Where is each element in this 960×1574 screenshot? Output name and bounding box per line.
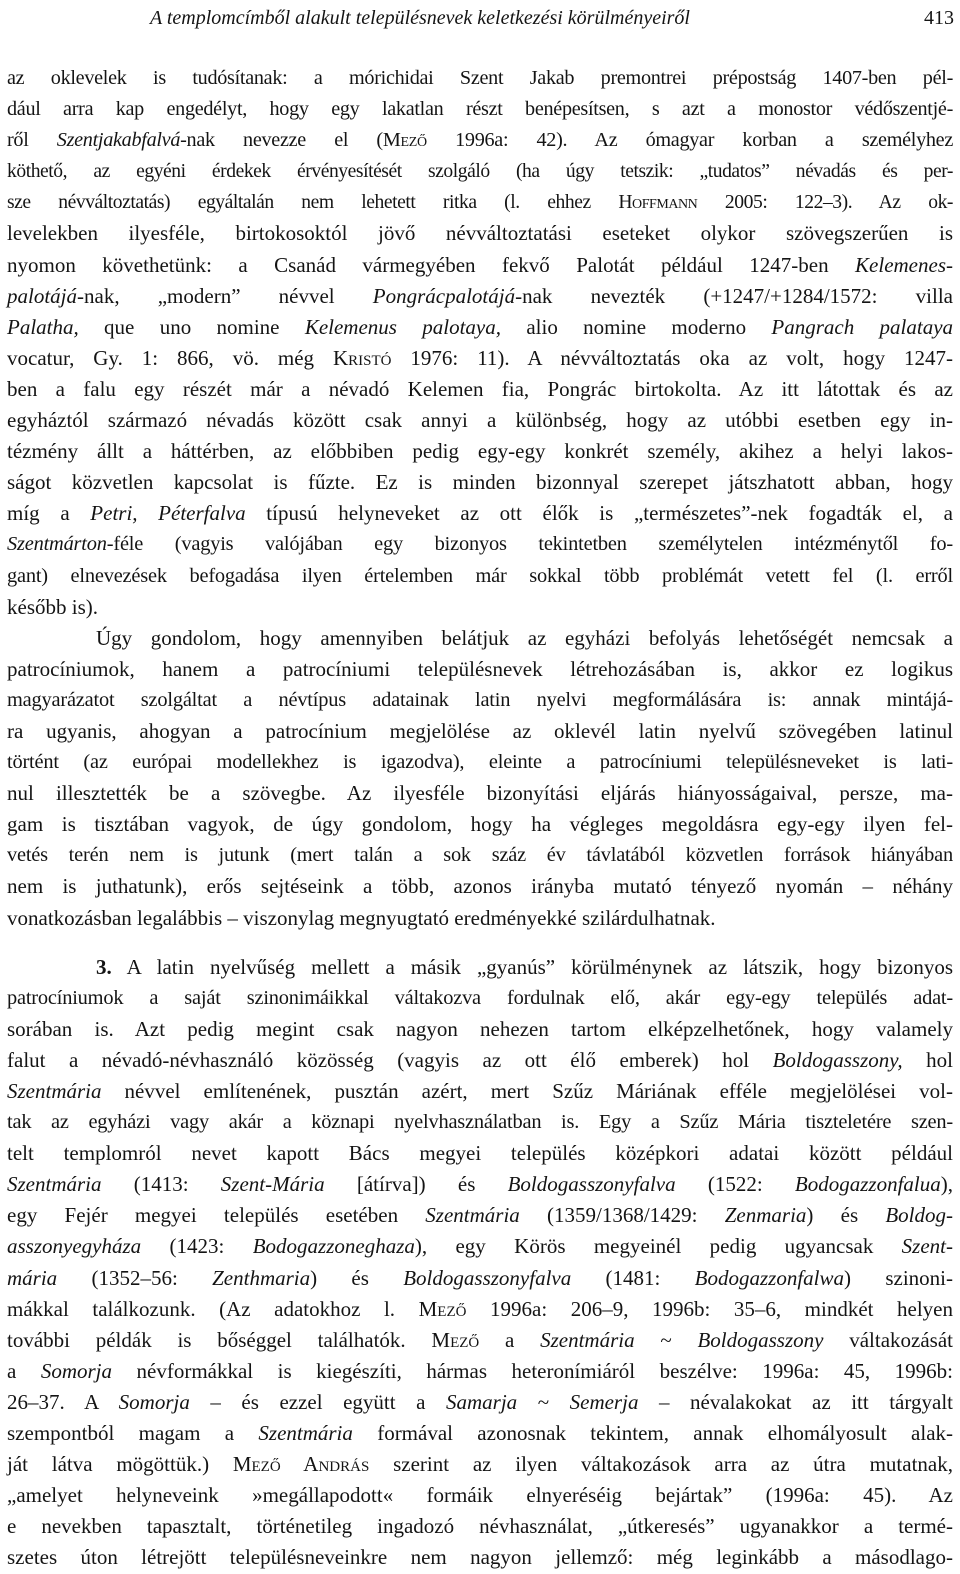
text-line: vonatkozásban legalábbis – viszonylag megnyugtató eredményekké szilárdulhatnak.	[7, 905, 716, 930]
text-line: magyarázatot szolgáltat a névtípus adatainak latin nyelvi megformálására is: annak mintájá-	[7, 688, 953, 711]
running-header	[150, 4, 954, 32]
text-line: sorában is. Azt pedig megint csak nagyon nehezen tartom elképzelhetőnek, hogy valamely	[7, 1016, 953, 1041]
text-line: gant) elnevezések befogadása ilyen értelemben már sokkal több problémát vetett fel (l. erről	[7, 564, 953, 587]
text-line: „amelyet helyneveink »megállapodott« formáik elnyeréséig bejártak” (1996a: 45). Az	[7, 1483, 953, 1508]
text-line: falut a névadó-névhasználó közösség (vagyis az ott élő emberek) hol Boldogasszony, hol	[7, 1047, 953, 1072]
text-line: nem is juthatunk), erős sejtéseink a több, azonos irányba mutató tényező nyomán – néhány	[7, 874, 953, 899]
text-line: vocatur, Gy. 1: 866, vö. még Kristó 1976: 11). A névváltoztatás oka az volt, hogy 1247-	[7, 345, 953, 370]
text-line: asszonyegyháza (1423: Bodogazzoneghaza), egy Körös megyeinél pedig ugyancsak Szent-	[7, 1234, 953, 1259]
text-line: e nevekben tapasztalt, történetileg ingadozó névhasználat, „útkeresés” ugyanakkor a termé-	[7, 1514, 953, 1539]
text-line: ra ugyanis, ahogyan a patrocínium megjelölése az oklevél latin nyelvű szövegében latinul	[7, 718, 953, 743]
text-line: nyomon követhetünk: a Csanád vármegyében fekvő Palotát például 1247-ben Kelemenes-	[7, 252, 953, 277]
text-line: az oklevelek is tudósítanak: a mórichidai Szent Jakab premontrei prépostság 1407-ben pél-	[7, 67, 953, 89]
text-line: ját látva mögöttük.) Mező András szerint az ilyen váltakozások arra az útra mutatnak,	[7, 1452, 953, 1477]
text-line: történt (az európai modellekhez is igazodva), eleinte a patrocíniumi településneveket is lati-	[7, 751, 953, 774]
text-line: egy Fejér megyei település esetében Szentmária (1359/1368/1429: Zenmaria) és Boldog-	[7, 1203, 953, 1228]
text-line: később is).	[7, 594, 98, 619]
text-line: Úgy gondolom, hogy amennyiben belátjuk az egyházi befolyás lehetőségét nemcsak a	[96, 625, 953, 650]
text-line: ről Szentjakabfalvá-nak nevezze el (Mező 1996a: 42). Az ómagyar korban a személyhez	[7, 129, 953, 152]
text-line: 3. A latin nyelvűség mellett a másik „gyanús” körülménynek az látszik, hogy bizonyos	[96, 954, 953, 979]
text-line: tézmény állt a háttérben, az előbbiben pedig egy-egy konkrét személy, akihez a helyi lakos-	[7, 439, 953, 464]
text-line: míg a Petri, Péterfalva típusú helyneveket az ott élők is „természetes”-nek fogadták el, a	[7, 501, 953, 526]
text-line: köthető, az egyéni érdekek érvényesítését szolgáló (ha úgy tetszik: „tudatos” névadás és per-	[7, 161, 953, 183]
text-line: nul illesztették be a szövegbe. Az ilyesféle bizonyítási eljárás hiányosságaival, persze, ma-	[7, 781, 953, 806]
text-line: mákkal találkozunk. (Az adatokhoz l. Mező 1996a: 206–9, 1996b: 35–6, mindkét helyen	[7, 1296, 953, 1321]
text-line: tak az egyházi vagy akár a köznapi nyelvhasználatban is. Egy a Szűz Mária tiszteletére szen-	[7, 1111, 953, 1134]
text-line: a Somorja névformákkal is kiegészíti, hármas heteronímiáról beszélve: 1996a: 45, 1996b:	[7, 1358, 953, 1383]
page-number: 413	[924, 7, 954, 29]
text-line: Szentmárton-féle (vagyis valójában egy bizonyos tekintetben személytelen intézménytől fo-	[7, 533, 953, 556]
text-line: 26–37. A Somorja – és ezzel együtt a Samarja ~ Semerja – névalakokat az itt tárgyalt	[7, 1389, 953, 1414]
text-line: Szentmária (1413: Szent-Mária [átírva]) és Boldogasszonyfalva (1522: Bodogazzonfalua),	[7, 1172, 953, 1197]
text-line: ságot közvetlen kapcsolat is fűzte. Ez is minden bizonnyal szerepet játszhatott abban, hogy	[7, 470, 953, 495]
text-line: telt templomról nevet kapott Bács megyei település középkori adatai között például	[7, 1141, 953, 1166]
text-line: Palatha, que uno nomine Kelemenus palotaya, alio nomine moderno Pangrach palataya	[7, 314, 954, 339]
text-line: sze névváltoztatás) egyáltalán nem lehetett ritka (l. ehhez Hoffmann 2005: 122–3). Az ok-	[7, 192, 953, 214]
text-line: szetes úton létrejött településneveinkre nem nagyon jellemző: még leginkább a másodlago-	[7, 1545, 953, 1570]
text-line: szempontból magam a Szentmária formával azonosnak tekintem, annak elhomályosult alak-	[7, 1421, 954, 1446]
text-line: ben a falu egy részét már a névadó Kelemen fia, Pongrác birtokolta. Az itt látottak és az	[7, 376, 953, 401]
text-line: mária (1352–56: Zenthmaria) és Boldogasszonyfalva (1481: Bodogazzonfalwa) szinoni-	[7, 1265, 953, 1290]
text-line: patrocíniumok, hanem a patrocíniumi településnevek létrehozásában is, akkor ez logikus	[7, 656, 953, 681]
text-line: Szentmária névvel említenének, pusztán azért, mert Szűz Máriának efféle megjelölései vol-	[7, 1079, 953, 1103]
body-text	[7, 63, 953, 1574]
text-line: vetés terén nem is jutunk (mert talán a sok száz év távlatából közvetlen források hiányában	[7, 844, 953, 867]
running-title: A templomcímből alakult településnevek keletkezési körülményeiről	[150, 7, 690, 29]
text-line: további példák is bőséggel találhatók. Mező a Szentmária ~ Boldogasszony váltakozását	[7, 1327, 953, 1352]
text-line: palotájá-nak, „modern” névvel Pongrácpalotájá-nak nevezték (+1247/+1284/1572: villa	[7, 283, 953, 308]
text-line: levelekben ilyesféle, birtokosoktól jövő névváltoztatási eseteket olykor szövegszerűen is	[7, 221, 953, 246]
text-line: patrocíniumok a saját szinonimáikkal váltakozva fordulnak elő, akár egy-egy település adat-	[7, 986, 953, 1009]
text-line: dául arra kap engedélyt, hogy egy lakatlan részt benépesítsen, s azt a monostor védőszentjé-	[7, 98, 953, 121]
text-line: egyháztól származó névadás között csak annyi a különbség, hogy az utóbbi esetben egy in-	[7, 408, 953, 433]
text-line: gam is tisztában vagyok, de úgy gondolom, hogy ha végleges megoldásra egy-egy ilyen fel-	[7, 812, 953, 837]
